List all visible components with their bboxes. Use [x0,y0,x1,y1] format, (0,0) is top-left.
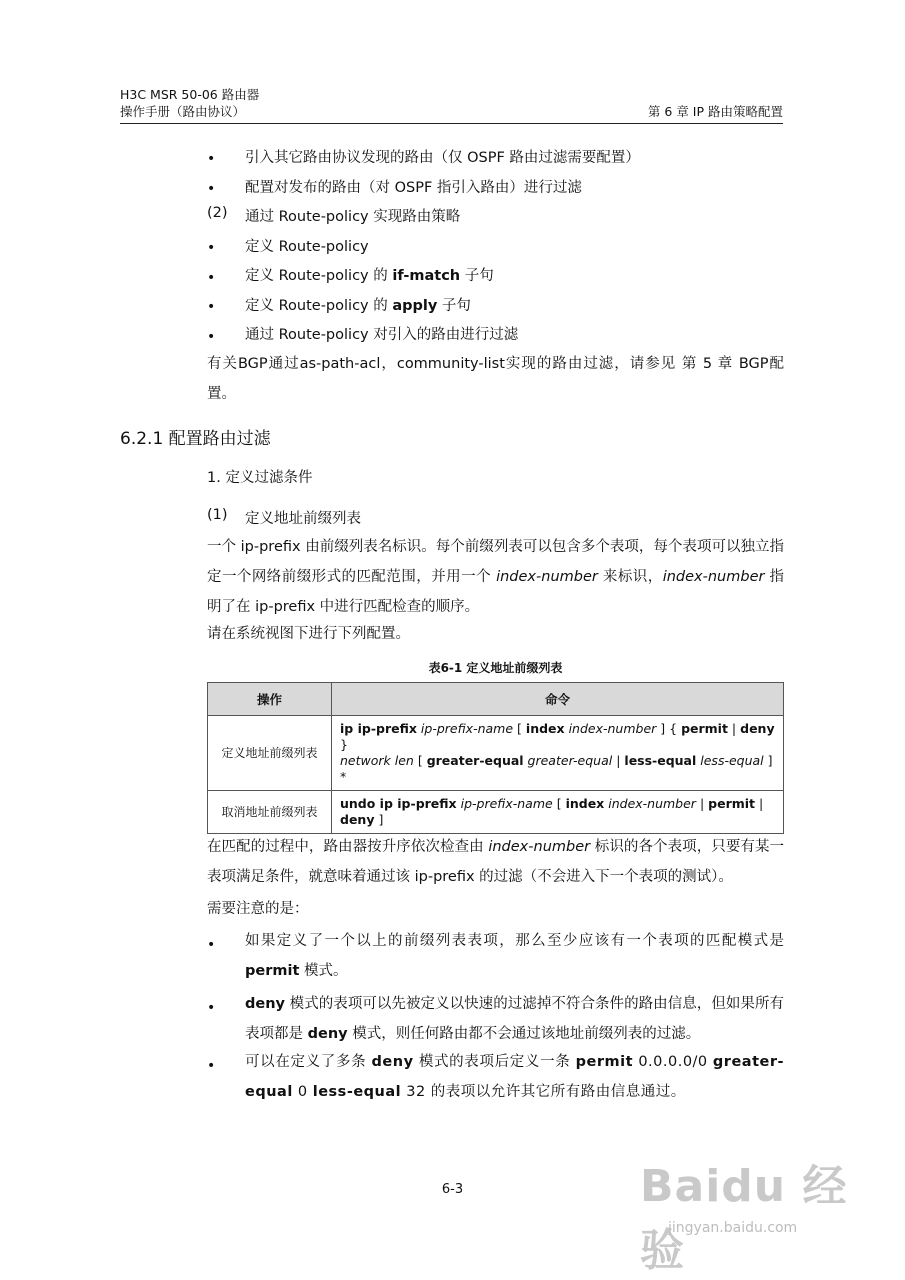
bullet-icon: • [207,240,216,256]
cmd: permit [708,796,756,811]
header-manual: 操作手册（路由协议） [120,104,246,119]
sym: } [340,737,348,752]
param: index-number [496,569,598,585]
cmd: ip ip-prefix [340,721,417,736]
note-2 [245,989,784,1049]
keyword: greater-equal [245,1054,785,1100]
param: index-number [608,796,696,811]
operation-cell: 取消地址前缀列表 [208,791,332,834]
sym: [ [417,753,423,768]
text: 定义 Route-policy 的 [245,268,393,284]
command-cell [332,716,784,791]
watermark-logo: Baidu 经验 [640,1161,848,1276]
cmd: greater-equal [426,753,524,768]
note-1 [245,926,784,986]
text: 定义 Route-policy 的 [245,298,393,314]
baidu-watermark [640,1150,890,1276]
text: 在匹配的过程中，路由器按升序依次检查由 [207,839,489,855]
operation-cell: 定义地址前缀列表 [208,716,332,791]
keyword: deny [245,996,285,1012]
cmd: permit [681,721,728,736]
cmd: deny [340,812,375,827]
page-number: 6-3 [441,1182,464,1197]
text: 模式的表项可以先被定义以快速的过滤掉不符合条件的路由信息，但如果所有表项都是 [245,996,784,1042]
sym: | [759,796,764,811]
step-number: (1) [207,507,228,523]
table-row [208,791,784,834]
param: ip-prefix-name [460,796,553,811]
keyword: apply [392,298,438,314]
bullet-icon: • [207,181,216,197]
match-paragraph [207,832,784,892]
sym: | [616,753,621,768]
text: 子句 [437,298,471,314]
cmd: less-equal [624,753,697,768]
text: 如果定义了一个以上的前缀列表表项，那么至少应该有一个表项的匹配模式是 [245,933,784,949]
text: 子句 [460,268,494,284]
policy-bullet-4: 通过 Route-policy 对引入的路由进行过滤 [245,327,519,343]
cmd: deny [740,721,775,736]
keyword: permit [245,963,300,979]
bullet-icon: • [207,937,216,953]
param: index-number [662,569,765,585]
bgp-note: 有关BGP通过as-path-acl，community-list实现的路由过滤，请参见 第 5 章 BGP配置。 [207,356,784,402]
cmd: index [565,796,605,811]
table-row [208,716,784,791]
bullet-icon: • [207,299,216,315]
text: 指明了在 ip-prefix 中进行匹配检查的顺序。 [207,569,785,615]
cmd: index [525,721,565,736]
table-caption: 表6-1 定义地址前缀列表 [428,661,563,675]
param: index-number [568,721,657,736]
page-header [120,86,783,120]
sym: | [731,721,737,736]
header-product: H3C MSR 50-06 路由器 [120,87,260,102]
sym: ] [378,812,384,827]
text: 模式，则任何路由都不会通过该地址前缀列表的过滤。 [347,1026,701,1042]
param: greater-equal [527,753,613,768]
bullet-icon: • [207,1000,216,1016]
section-title: 6.2.1 配置路由过滤 [120,429,271,449]
text: 32 的表项以允许其它所有路由信息通过。 [401,1084,686,1100]
keyword: permit [575,1054,634,1070]
text: 0 [292,1084,313,1100]
policy-bullet-2 [245,264,494,285]
sym: [ [556,796,562,811]
param: ip-prefix-name [420,721,514,736]
intro-bullet-2: 配置对发布的路由（对 OSPF 指引入路由）进行过滤 [245,180,582,196]
text: 模式。 [299,963,348,979]
note-3 [245,1047,784,1107]
text: 可以在定义了多条 [245,1054,372,1070]
header-operation: 操作 [208,683,332,716]
cmd: undo ip ip-prefix [340,796,457,811]
bullet-icon: • [207,270,216,286]
param: index-number [488,839,591,855]
header-divider [120,123,783,124]
intro-bullet-1: 引入其它路由协议发现的路由（仅 OSPF 路由过滤需要配置） [245,150,640,166]
ip-prefix-description [207,532,784,622]
notice-label: 需要注意的是： [207,901,309,917]
table-header-row [208,683,784,716]
header-command: 命令 [332,683,784,716]
command-cell [332,791,784,834]
param: network len [340,753,414,768]
keyword: deny [307,1026,348,1042]
text: 一个 ip-prefix 由前缀列表名标识。每个前缀列表可以包含多个表项，每个表项可以独立指定一个网络前缀形式的匹配范围，并用一个 [207,539,784,585]
text: 标识的各个表项，只要有某一表项满足条件，就意味着通过该 ip-prefix 的过滤（不会进入下一个表项的测试）。 [207,839,785,885]
keyword: less-equal [312,1084,402,1100]
keyword: deny [371,1054,414,1070]
sym: [ [517,721,522,736]
text: 来标识， [597,569,663,585]
keyword: if-match [392,268,461,284]
bullet-icon: • [207,1058,216,1074]
bullet-icon: • [207,329,216,345]
param: less-equal [700,753,764,768]
watermark-url: jingyan.baidu.com [668,1220,798,1236]
policy-bullet-1: 定义 Route-policy [245,239,369,255]
text: 模式的表项后定义一条 [413,1054,576,1070]
header-chapter: 第 6 章 IP 路由策略配置 [647,104,783,119]
config-note: 请在系统视图下进行下列配置。 [207,626,410,642]
bullet-icon: • [207,151,216,167]
step-text: 通过 Route-policy 实现路由策略 [245,209,461,225]
text: 0.0.0.0/0 [633,1054,713,1070]
step-text: 定义地址前缀列表 [245,511,361,527]
sym: ] * [340,753,773,784]
step-number: (2) [207,205,228,221]
subsection-title: 1. 定义过滤条件 [207,470,313,486]
policy-bullet-3 [245,294,471,315]
sym: | [699,796,705,811]
sym: ] { [660,721,678,736]
command-table [207,682,784,834]
